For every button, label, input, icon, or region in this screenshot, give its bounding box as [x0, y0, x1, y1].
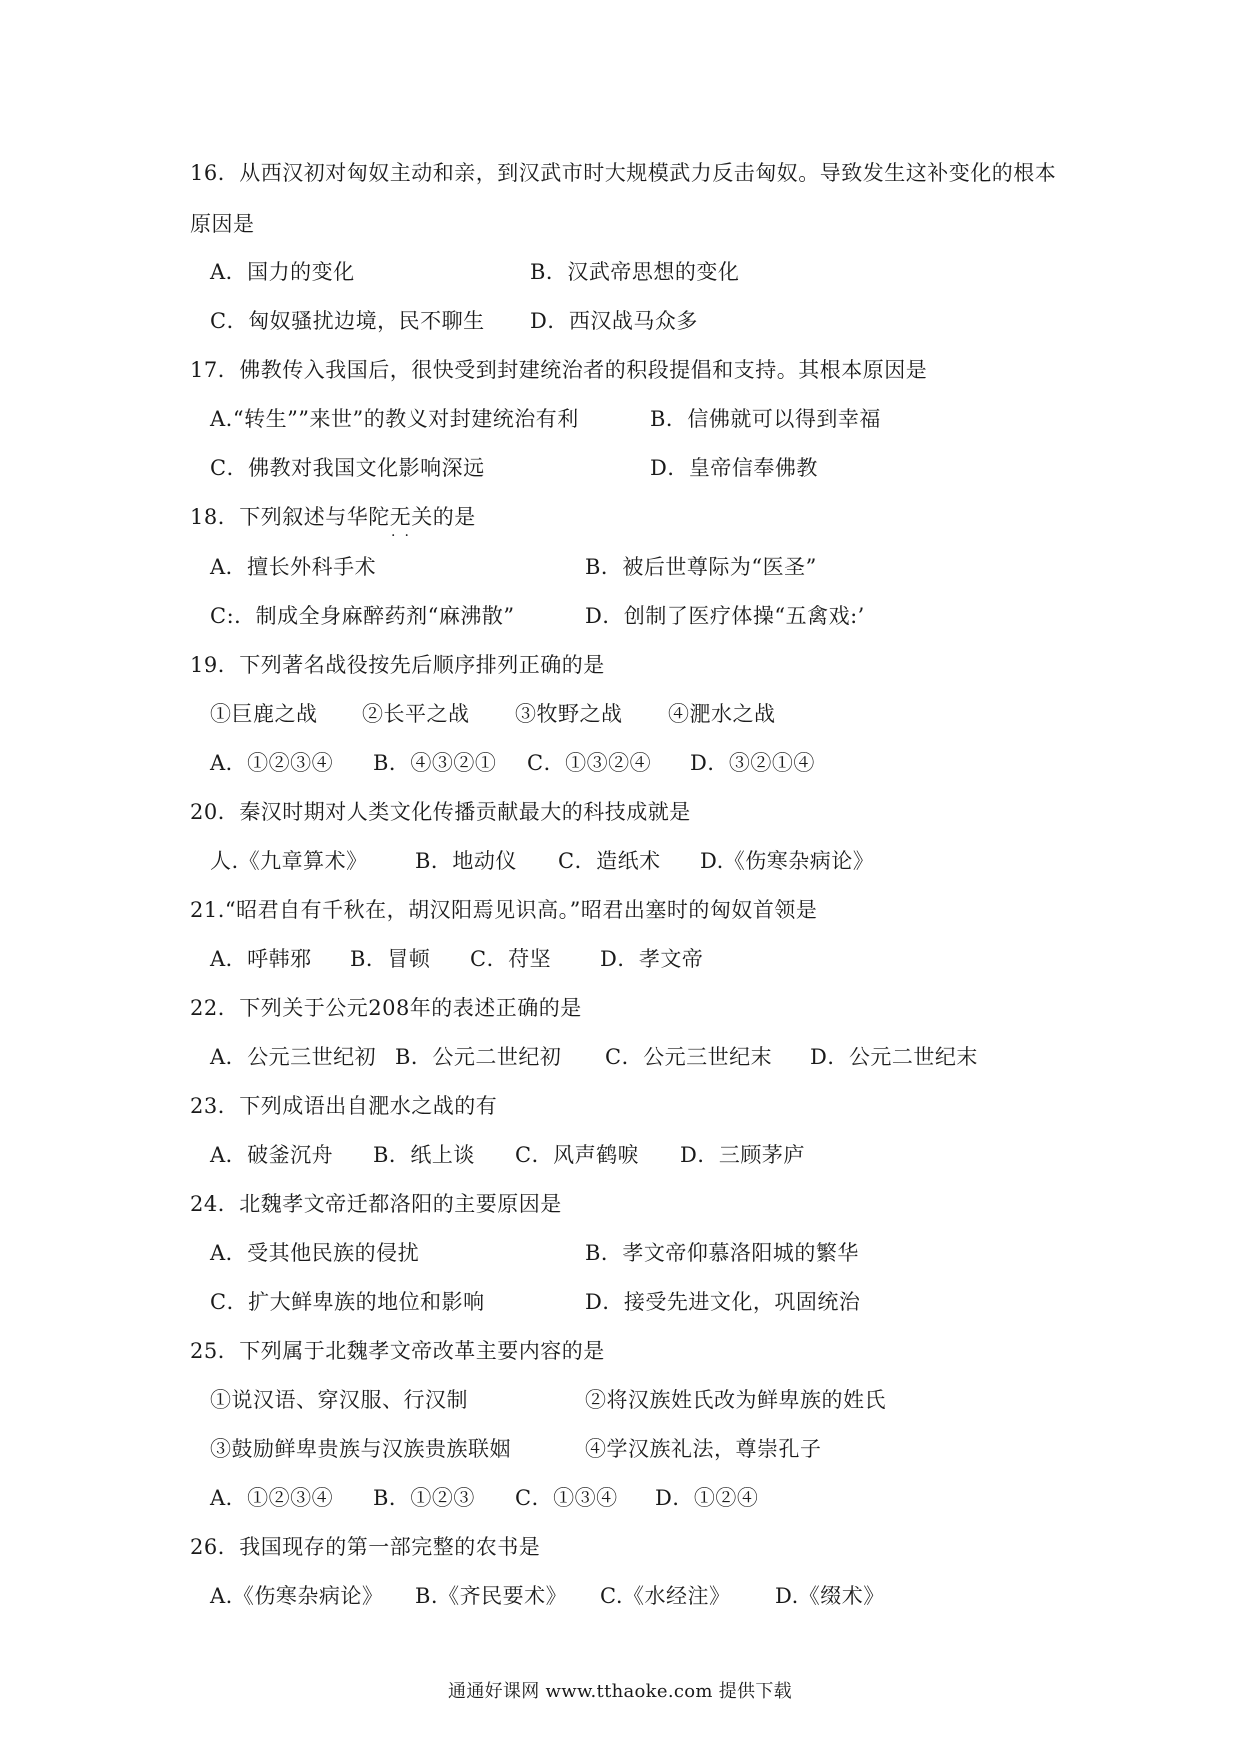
- question-23-option-c: C．风声鹤唳: [515, 1143, 640, 1167]
- question-22-option-c: C．公元三世纪末: [605, 1045, 773, 1069]
- question-16-stem-line-2: 原因是: [190, 212, 255, 236]
- question-22-option-a: A．公元三世纪初: [210, 1045, 377, 1069]
- question-26-option-a: A.《伤寒杂病论》: [210, 1584, 384, 1608]
- question-25-item-2: ②将汉族姓氏改为鲜卑族的姓氏: [585, 1388, 886, 1412]
- question-20-stem: 20．秦汉时期对人类文化传播贡献最大的科技成就是: [190, 800, 691, 824]
- question-25-item-1: ①说汉语、穿汉服、行汉制: [210, 1388, 468, 1412]
- page-footer: 通通好课网 www.tthaoke.com 提供下载: [448, 1681, 792, 1702]
- emphasis-dots: ··: [391, 528, 418, 544]
- question-25-item-4: ④学汉族礼法，尊崇孔子: [585, 1437, 822, 1461]
- question-26-stem: 26．我国现存的第一部完整的农书是: [190, 1535, 541, 1559]
- question-18-option-b: B．被后世尊际为“医圣”: [585, 555, 817, 579]
- question-17-option-a: A.“转生””来世”的教义对封建统治有利: [210, 407, 579, 431]
- question-25-option-d: D．①②④: [655, 1486, 759, 1510]
- question-16-option-a: A．国力的变化: [210, 260, 355, 284]
- question-24-option-c: C．扩大鲜卑族的地位和影响: [210, 1290, 485, 1314]
- question-20-option-b: B．地动仪: [415, 849, 517, 873]
- question-18-option-c: C:．制成全身麻醉药剂“麻沸散”: [210, 604, 515, 628]
- question-24-option-d: D．接受先进文化，巩固统治: [585, 1290, 861, 1314]
- question-19-option-b: B．④③②①: [373, 751, 497, 775]
- question-24-option-b: B．孝文帝仰慕洛阳城的繁华: [585, 1241, 859, 1265]
- question-21-option-c: C．苻坚: [470, 947, 552, 971]
- question-23-stem: 23．下列成语出自淝水之战的有: [190, 1094, 498, 1118]
- question-19-option-a: A．①②③④: [210, 751, 334, 775]
- question-17-option-c: C．佛教对我国文化影响深远: [210, 456, 485, 480]
- question-19-item-2: ②长平之战: [362, 702, 470, 726]
- question-17-option-d: D．皇帝信奉佛教: [650, 456, 818, 480]
- question-19-stem: 19．下列著名战役按先后顺序排列正确的是: [190, 653, 605, 677]
- question-25-option-a: A．①②③④: [210, 1486, 334, 1510]
- question-16-option-c: C．匈奴骚扰边境，民不聊生: [210, 309, 485, 333]
- question-24-stem: 24．北魏孝文帝迁都洛阳的主要原因是: [190, 1192, 562, 1216]
- question-19-option-c: C．①③②④: [527, 751, 652, 775]
- question-19-option-d: D．③②①④: [690, 751, 815, 775]
- question-18-option-d: D．创制了医疗体操“五禽戏:’: [585, 604, 865, 628]
- question-26-option-b: B.《齐民要术》: [415, 1584, 568, 1608]
- question-21-option-b: B．冒顿: [350, 947, 431, 971]
- question-22-option-d: D．公元二世纪末: [810, 1045, 978, 1069]
- question-17-stem: 17．佛教传入我国后，很快受到封建统治者的积段提倡和支持。其根本原因是: [190, 358, 928, 382]
- question-18-option-a: A．擅长外科手术: [210, 555, 377, 579]
- question-22-option-b: B．公元二世纪初: [395, 1045, 562, 1069]
- question-25-item-3: ③鼓励鲜卑贵族与汉族贵族联姻: [210, 1437, 511, 1461]
- question-23-option-d: D．三顾茅庐: [680, 1143, 805, 1167]
- question-24-option-a: A．受其他民族的侵扰: [210, 1241, 420, 1265]
- question-21-option-d: D．孝文帝: [600, 947, 704, 971]
- question-16-stem-line-1: 16．从西汉初对匈奴主动和亲，到汉武市时大规模武力反击匈奴。导致发生这补变化的根本: [190, 161, 1057, 185]
- question-18-stem: 18．下列叙述与华陀无关的是: [190, 505, 476, 529]
- question-21-stem: 21.“昭君自有千秋在，胡汉阳焉见识高。”昭君出塞时的匈奴首领是: [190, 898, 818, 922]
- question-19-item-3: ③牧野之战: [515, 702, 623, 726]
- question-20-option-d: D.《伤寒杂病论》: [700, 849, 875, 873]
- question-26-option-c: C.《水经注》: [600, 1584, 731, 1608]
- question-16-option-b: B．汉武帝思想的变化: [530, 260, 740, 284]
- question-22-stem: 22．下列关于公元208年的表述正确的是: [190, 996, 582, 1020]
- question-25-option-b: B．①②③: [373, 1486, 475, 1510]
- question-19-item-1: ①巨鹿之战: [210, 702, 318, 726]
- question-23-option-a: A．破釜沉舟: [210, 1143, 334, 1167]
- question-25-stem: 25．下列属于北魏孝文帝改革主要内容的是: [190, 1339, 605, 1363]
- question-20-option-a: 人.《九章算术》: [210, 849, 368, 873]
- question-19-item-4: ④淝水之战: [668, 702, 776, 726]
- question-21-option-a: A．呼韩邪: [210, 947, 312, 971]
- question-26-option-d: D.《缀术》: [775, 1584, 885, 1608]
- question-17-option-b: B．信佛就可以得到幸福: [650, 407, 881, 431]
- question-16-option-d: D．西汉战马众多: [530, 309, 698, 333]
- question-23-option-b: B．纸上谈: [373, 1143, 475, 1167]
- question-25-option-c: C．①③④: [515, 1486, 618, 1510]
- question-20-option-c: C．造纸术: [558, 849, 661, 873]
